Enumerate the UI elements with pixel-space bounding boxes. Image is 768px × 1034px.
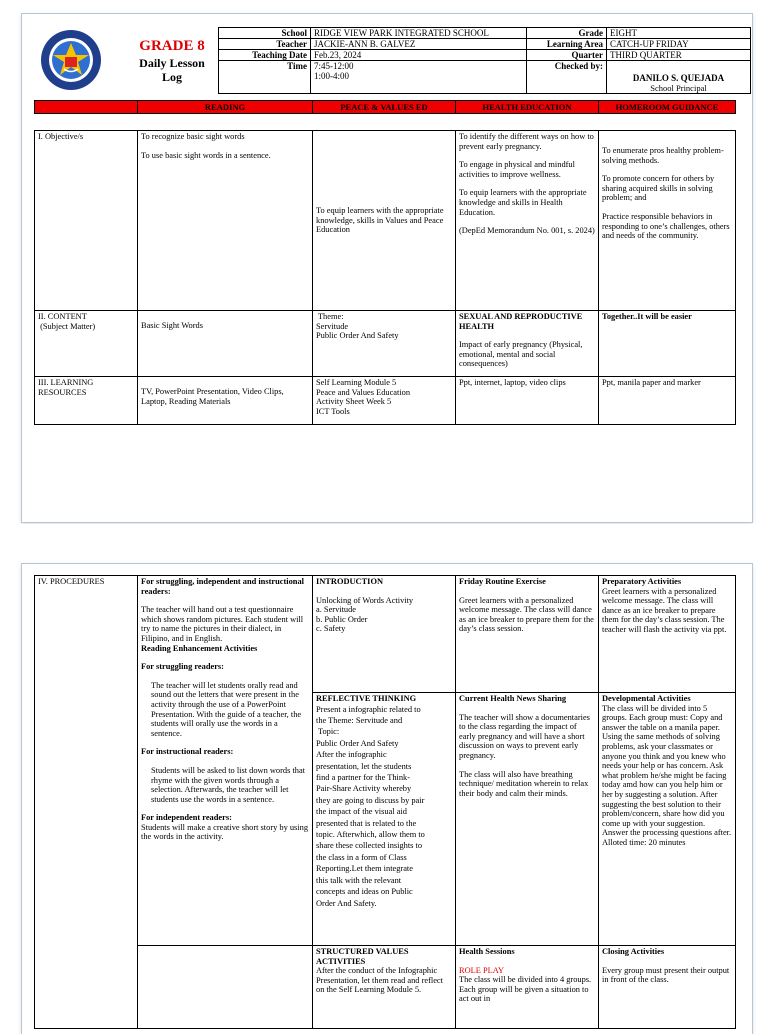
resources-label: III. LEARNING RESOURCES — [35, 377, 138, 425]
teacher-label: Teacher — [219, 39, 311, 50]
content-row — [35, 311, 736, 377]
obj-health-2: To engage in physical and mindful activities to improve wellness. — [459, 160, 575, 179]
content-peace — [313, 311, 456, 377]
time-am: 7:45-12:00 — [314, 61, 354, 71]
homeroom-closing-title: Closing Activities — [602, 947, 665, 956]
homeroom-dev-cell — [599, 693, 736, 946]
homeroom-prep-title: Preparatory Activities — [602, 577, 682, 586]
reflective-line: After the infographic — [316, 750, 387, 760]
reflective-line: they are going to discuss by pair — [316, 795, 425, 805]
homeroom-dev-title: Developmental Activities — [602, 694, 691, 703]
teacher-value: JACKIE-ANN B. GALVEZ — [311, 39, 527, 50]
health-sessions-subtitle: ROLE PLAY — [459, 965, 505, 975]
peace-reflective-cell — [313, 693, 456, 946]
health-friday-title: Friday Routine Exercise — [459, 577, 546, 586]
procedures-label: IV. PROCEDURES — [35, 576, 138, 1029]
peace-structured-text: After the conduct of the Infographic Presentation, let them read and reflect on the Self Learning Module 5. — [316, 966, 443, 995]
grade-title: GRADE 8 — [139, 38, 205, 54]
quarter-value: THIRD QUARTER — [607, 50, 751, 61]
peace-intro-cell — [313, 576, 456, 693]
doc-title-line2: Log — [161, 70, 182, 84]
content-label-1: II. CONTENT — [38, 312, 87, 321]
reflective-line: this talk with the relevant — [316, 875, 402, 885]
content-peace-2: Servitude — [316, 321, 349, 331]
principal-name: DANILO S. QUEJADA — [632, 73, 725, 83]
doc-title-line1: Daily Lesson — [139, 56, 205, 70]
reflective-line: the Theme: Servitude and — [316, 716, 403, 725]
reflective-line: find a partner for the Think- — [316, 773, 411, 783]
reflective-line: Public Order And Safety — [316, 738, 399, 748]
col-peace: PEACE & VALUES ED — [313, 101, 456, 114]
resources-row — [35, 377, 736, 425]
content-label-2: (Subject Matter) — [38, 321, 96, 331]
header-info-table — [218, 27, 751, 94]
objectives-peace — [313, 131, 456, 311]
health-sessions-title: Health Sessions — [459, 947, 515, 956]
grade-value: EIGHT — [607, 28, 751, 39]
peace-structured-cell — [313, 946, 456, 1029]
doc-title — [127, 56, 217, 84]
lesson-log-page-1 — [22, 14, 752, 522]
homeroom-closing-text: Every group must present their output in front of the class. — [602, 965, 730, 985]
area-value: CATCH-UP FRIDAY — [607, 39, 751, 50]
health-news-text-1: The teacher will show a documentaries to the class regarding the impact of early pregnancy and will have a short discussion on ways to prevent early pregnancy. — [459, 712, 590, 760]
obj-reading-2: To use basic sight words in a sentence. — [141, 150, 271, 160]
peace-structured-title: STRUCTURED VALUES ACTIVITIES — [316, 947, 409, 966]
homeroom-closing-cell — [599, 946, 736, 1029]
objectives-label: I. Objective/s — [35, 131, 138, 311]
principal-cell — [607, 61, 751, 94]
procedures-row-1 — [35, 576, 736, 693]
col-reading: READING — [138, 101, 313, 114]
health-news-title: Current Health News Sharing — [459, 694, 567, 703]
page-gap — [0, 524, 768, 564]
date-value: Feb.23, 2024 — [311, 50, 527, 61]
deped-seal-icon — [40, 29, 102, 91]
reflective-line: Pair-Share Activity whereby — [316, 784, 412, 794]
content-homeroom-text: Together..It will be easier — [602, 312, 692, 321]
reading-heading: For struggling, independent and instructional readers: — [141, 577, 304, 596]
resources-peace-1: Self Learning Module 5 — [316, 378, 397, 387]
content-homeroom — [599, 311, 736, 377]
content-reading — [138, 311, 313, 377]
resources-reading-text: TV, PowerPoint Presentation, Video Clips, Laptop, Reading Materials — [141, 387, 284, 406]
time-pm: 1:00-4:00 — [314, 71, 349, 81]
peace-intro-item-1: a. Servitude — [316, 605, 357, 615]
reading-intro: The teacher will hand out a test questionnaire which shows random pictures. Each student will try to name the pictures in their dialect, in Filipino, and in English. — [141, 605, 304, 643]
resources-homeroom: Ppt, manila paper and marker — [599, 377, 736, 425]
content-peace-3: Public Order And Safety — [316, 331, 399, 341]
obj-health-1: To identify the different ways on how to prevent early pregnancy. — [459, 132, 594, 151]
reflective-line: concepts and ideas on Public — [316, 887, 413, 897]
date-label: Teaching Date — [219, 50, 311, 61]
school-label: School — [219, 28, 311, 39]
obj-homeroom-1: To enumerate pros healthy problem-solving methods. — [602, 146, 724, 165]
reflective-line: share these collected insights to — [316, 841, 423, 851]
reflective-line: presentation, let the students — [316, 761, 412, 771]
reading-instructional-title: For instructional readers: — [141, 747, 234, 757]
peace-intro-text: Unlocking of Words Activity — [316, 595, 414, 605]
time-label: Time — [219, 61, 311, 94]
obj-homeroom-2: To promote concern for others by sharing acquired skills in solving problem; and — [602, 174, 715, 203]
resources-reading — [138, 377, 313, 425]
objectives-reading — [138, 131, 313, 311]
procedures-row-3 — [35, 946, 736, 1029]
content-health-title: SEXUAL AND REPRODUCTIVE HEALTH — [459, 312, 583, 331]
obj-peace: To equip learners with the appropriate knowledge, skills in Values and Peace Education — [316, 206, 444, 235]
obj-health-3: To equip learners with the appropriate knowledge and skills in Health Education. — [459, 188, 587, 217]
reading-struggling-text: The teacher will let students orally read and sound out the letters that were present in the activity through the use of a PowerPoint Presentation. With the guide of a teacher, the students will orally use the words in a sentence. — [151, 680, 302, 738]
homeroom-prep-cell — [599, 576, 736, 693]
peace-intro-item-3: c. Safety — [316, 624, 346, 634]
reading-independent-title: For independent readers: — [141, 813, 232, 823]
health-friday-text: Greet learners with a personalized welcome message. The class will dance as an ice breaker to prepare them for the day’s class session. — [459, 595, 594, 634]
health-news-text-2: The class will also have breathing technique/ meditation wherein to relax their body and calm their minds. — [459, 769, 589, 798]
resources-peace-2: Peace and Values Education — [316, 387, 411, 397]
checked-label: Checked by: — [527, 61, 607, 94]
homeroom-prep-text: Greet learners with a personalized welcome message. The class will dance as an ice breaker to prepare them for the day’s class session. The teacher will flash the activity via ppt. — [602, 586, 727, 634]
objectives-homeroom — [599, 131, 736, 311]
obj-reading-1: To recognize basic sight words — [141, 132, 245, 141]
area-label: Learning Area — [527, 39, 607, 50]
content-peace-1: Theme: — [316, 312, 344, 321]
reading-empty-cell — [138, 946, 313, 1029]
reflective-line: presented that is related to the — [316, 818, 417, 828]
peace-intro-title: INTRODUCTION — [316, 577, 384, 586]
reflective-line: Present a infographic related to — [316, 704, 421, 714]
resources-peace — [313, 377, 456, 425]
col-health: HEALTH EDUCATION — [456, 101, 599, 114]
health-friday-cell — [456, 576, 599, 693]
lesson-log-page-2 — [22, 564, 752, 1034]
content-label — [35, 311, 138, 377]
homeroom-dev-text: The class will be divided into 5 groups. Each group must: Copy and answer the table on a manila paper. Using the same methods of solving problems, ask your classmates or anyone you think and you knew who needs your help or has concern. Ask what problem he/she might be facing today amd how can you help him or her by suggesting a solution. After suggesting the best solution to their problem/concern, share how did you come up with your suggestion. Answer the processing questions after. Alloted time: 20 minutes — [602, 703, 732, 847]
procedures-table — [34, 575, 736, 1029]
reading-independent-text: Students will make a creative short story by using the words in the activity. — [141, 822, 309, 842]
resources-health: Ppt, internet, laptop, video clips — [456, 377, 599, 425]
column-header-bar — [34, 100, 736, 114]
content-reading-text: Basic Sight Words — [141, 321, 203, 330]
health-sessions-text: The class will be divided into 4 groups. Each group will be given a situation to act out in — [459, 975, 592, 1004]
peace-intro-item-2: b. Public Order — [316, 614, 368, 624]
health-news-cell — [456, 693, 599, 946]
obj-health-4: (DepEd Memorandum No. 001, s. 2024) — [459, 226, 595, 236]
peace-reflective-title: REFLECTIVE THINKING — [316, 694, 417, 703]
reflective-line: Order And Safety. — [316, 898, 377, 908]
time-value — [311, 61, 527, 94]
objectives-health — [456, 131, 599, 311]
principal-title: School Principal — [650, 83, 707, 93]
reading-struggling-title: For struggling readers: — [141, 662, 224, 672]
col-homeroom: HOMEROOM GUIDANCE — [599, 101, 736, 114]
quarter-label: Quarter — [527, 50, 607, 61]
reflective-line: Topic: — [316, 727, 340, 737]
content-health — [456, 311, 599, 377]
objectives-row — [35, 131, 736, 311]
procedures-reading — [138, 576, 313, 946]
school-value: RIDGE VIEW PARK INTEGRATED SCHOOL — [311, 28, 527, 39]
reflective-line: topic. Afterwhich, allow them to — [316, 830, 425, 840]
grade-label: Grade — [527, 28, 607, 39]
reading-rea-title: Reading Enhancement Activities — [141, 643, 258, 653]
reflective-line: the impact of the visual aid — [316, 807, 407, 817]
content-health-text: Impact of early pregnancy (Physical, emotional, mental and social consequences) — [459, 340, 583, 369]
lesson-table-top — [34, 130, 736, 425]
reflective-line: the class in a form of Class — [316, 852, 407, 862]
resources-peace-3: Activity Sheet Week 5 — [316, 397, 392, 407]
bar-empty — [35, 101, 138, 114]
resources-peace-4: ICT Tools — [316, 406, 350, 416]
health-sessions-cell — [456, 946, 599, 1029]
reflective-line: Reporting.Let them integrate — [316, 864, 413, 874]
obj-homeroom-3: Practice responsible behaviors in responding to one’s challenges, others and needs of the community. — [602, 211, 730, 241]
reading-instructional-text: Students will be asked to list down words that rhyme with the given words through a selection. Afterwards, the teacher will let students use the words in a sentence. — [151, 765, 305, 804]
